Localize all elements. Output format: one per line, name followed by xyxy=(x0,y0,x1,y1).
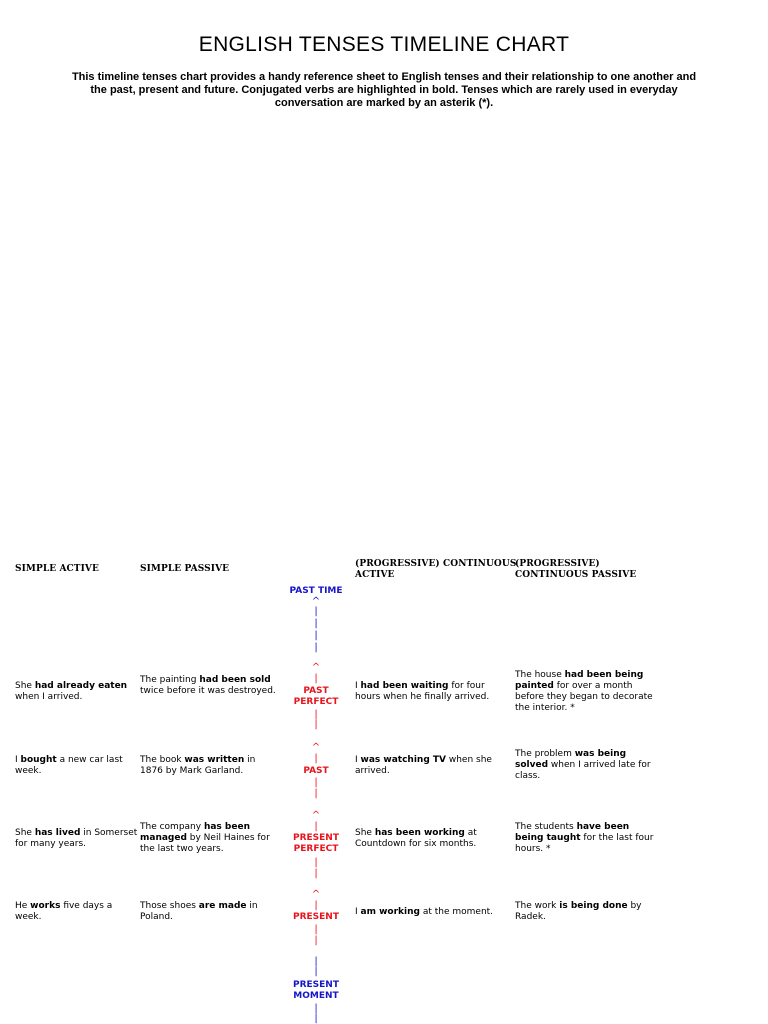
example-text: I xyxy=(355,907,361,917)
tense-label-present-perfect xyxy=(278,833,354,855)
example-text: I xyxy=(355,755,361,765)
header-continuous-passive xyxy=(515,559,636,581)
example-simple-passive xyxy=(140,755,276,777)
timeline-bar: | xyxy=(314,924,318,935)
example-text: twice before it was destroyed. xyxy=(140,686,276,696)
example-verb: has been working xyxy=(374,828,465,838)
example-text: The work xyxy=(515,901,560,911)
example-verb: had been being painted xyxy=(515,670,644,691)
timeline-bar: | xyxy=(314,753,318,764)
tense-label-line: PRESENT xyxy=(293,833,339,843)
header-simple-active: SIMPLE ACTIVE xyxy=(15,564,99,574)
example-text: by Radek. xyxy=(515,901,642,922)
example-text: She xyxy=(355,828,375,838)
header-line: (PROGRESSIVE) CONTINUOUS xyxy=(355,559,517,569)
example-simple-active xyxy=(15,755,133,777)
timeline-bar: | xyxy=(314,1013,318,1024)
timeline-bar: | xyxy=(314,642,318,653)
example-simple-passive xyxy=(140,822,276,855)
example-verb: are made xyxy=(198,901,247,911)
example-text: at the moment. xyxy=(419,907,494,917)
example-verb: was watching TV xyxy=(360,755,446,765)
timeline-bar: | xyxy=(314,719,318,730)
timeline-arrow: ^ xyxy=(311,662,321,673)
timeline-bar: | xyxy=(314,630,318,641)
example-text: The problem xyxy=(515,749,575,759)
example-continuous-active xyxy=(355,907,505,918)
timeline-present-moment xyxy=(278,980,354,1002)
tense-label-present xyxy=(278,912,354,923)
tense-label-line: PAST xyxy=(303,686,329,696)
example-text: I xyxy=(355,681,361,691)
example-text: a new car last week. xyxy=(15,755,123,776)
example-verb: is being done xyxy=(559,901,628,911)
example-continuous-passive xyxy=(515,901,659,923)
example-text: The company xyxy=(140,822,204,832)
example-text: for four hours when he finally arrived. xyxy=(355,681,490,702)
example-text: in Poland. xyxy=(140,901,258,922)
example-text: I xyxy=(15,755,21,765)
intro-line: the past, present and future. Conjugated verbs are highlighted in bold. Tenses which are rarely used in everyday xyxy=(90,84,678,96)
timeline-arrow: ^ xyxy=(311,596,321,607)
tense-label-past xyxy=(278,766,354,777)
example-verb: have been being taught xyxy=(515,822,630,843)
intro-paragraph xyxy=(68,71,700,110)
example-text: for the last four hours. * xyxy=(515,833,654,854)
example-verb: had been waiting xyxy=(360,681,449,691)
timeline-bar: | xyxy=(314,673,318,684)
tense-label-line: PERFECT xyxy=(293,844,339,854)
timeline-bar: | xyxy=(314,900,318,911)
intro-line: This timeline tenses chart provides a handy reference sheet to English tenses and their relationship to one another and xyxy=(71,71,697,83)
header-line: CONTINUOUS PASSIVE xyxy=(515,570,637,580)
example-text: by Neil Haines for the last two years. xyxy=(140,833,270,854)
timeline-past-time: PAST TIME xyxy=(289,586,343,596)
example-continuous-passive xyxy=(515,749,659,782)
timeline-bar: | xyxy=(314,935,318,946)
example-text: when she arrived. xyxy=(355,755,492,776)
example-text: at Countdown for six months. xyxy=(355,828,477,849)
example-verb: had been sold xyxy=(199,675,271,685)
example-simple-passive xyxy=(140,675,276,697)
timeline-bar: | xyxy=(314,857,318,868)
timeline-bar: | xyxy=(314,618,318,629)
example-continuous-active xyxy=(355,681,497,703)
example-verb: works xyxy=(30,901,61,911)
timeline-bar: | xyxy=(314,606,318,617)
tense-label-line: PAST xyxy=(303,766,329,776)
example-text: in Somerset for many years. xyxy=(15,828,138,849)
example-simple-active xyxy=(15,681,133,703)
example-text: She xyxy=(15,681,35,691)
tense-label-past-perfect xyxy=(278,686,354,708)
timeline-bar: | xyxy=(314,966,318,977)
header-line: ACTIVE xyxy=(355,570,395,580)
example-verb: bought xyxy=(20,755,57,765)
timeline-bar: | xyxy=(314,956,318,967)
example-verb: had already eaten xyxy=(34,681,128,691)
example-text: The painting xyxy=(140,675,200,685)
timeline-present-moment-line: MOMENT xyxy=(293,991,339,1001)
example-simple-passive xyxy=(140,901,276,923)
example-verb: has been managed xyxy=(140,822,250,843)
tense-label-line: PERFECT xyxy=(293,697,339,707)
header-simple-passive: SIMPLE PASSIVE xyxy=(140,564,230,574)
example-text: Those shoes xyxy=(140,901,199,911)
page-title: ENGLISH TENSES TIMELINE CHART xyxy=(198,33,570,56)
timeline-bar: | xyxy=(314,868,318,879)
example-continuous-passive xyxy=(515,822,659,855)
timeline-bar: | xyxy=(314,788,318,799)
example-text: He xyxy=(15,901,31,911)
example-text: The students xyxy=(515,822,577,832)
header-continuous-active xyxy=(355,559,516,581)
example-continuous-active xyxy=(355,755,497,777)
example-text: when I arrived late for class. xyxy=(515,760,651,781)
header-line: (PROGRESSIVE) xyxy=(515,559,600,569)
example-text: The book xyxy=(140,755,185,765)
timeline-arrow: ^ xyxy=(311,889,321,900)
timeline-bar: | xyxy=(314,821,318,832)
example-text: She xyxy=(15,828,35,838)
example-text: in 1876 by Mark Garland. xyxy=(140,755,256,776)
intro-line: conversation are marked by an asterik (*). xyxy=(274,97,494,109)
example-text: The house xyxy=(515,670,565,680)
example-verb: has lived xyxy=(34,828,81,838)
tense-label-line: PRESENT xyxy=(293,912,339,922)
timeline-bar: | xyxy=(314,777,318,788)
timeline-present-moment-line: PRESENT xyxy=(293,980,339,990)
example-continuous-passive xyxy=(515,670,659,714)
example-verb: was being solved xyxy=(515,749,627,770)
example-simple-active xyxy=(15,828,141,850)
timeline-bar: | xyxy=(314,1003,318,1014)
timeline-arrow: ^ xyxy=(311,810,321,821)
example-verb: am working xyxy=(360,907,420,917)
example-text: for over a month before they began to decorate the interior. * xyxy=(515,681,653,713)
example-simple-active xyxy=(15,901,133,923)
timeline-bar: | xyxy=(314,709,318,720)
example-continuous-active xyxy=(355,828,497,850)
example-text: when I arrived. xyxy=(15,692,83,702)
timeline-arrow: ^ xyxy=(311,742,321,753)
example-text: five days a week. xyxy=(15,901,113,922)
example-verb: was written xyxy=(184,755,245,765)
